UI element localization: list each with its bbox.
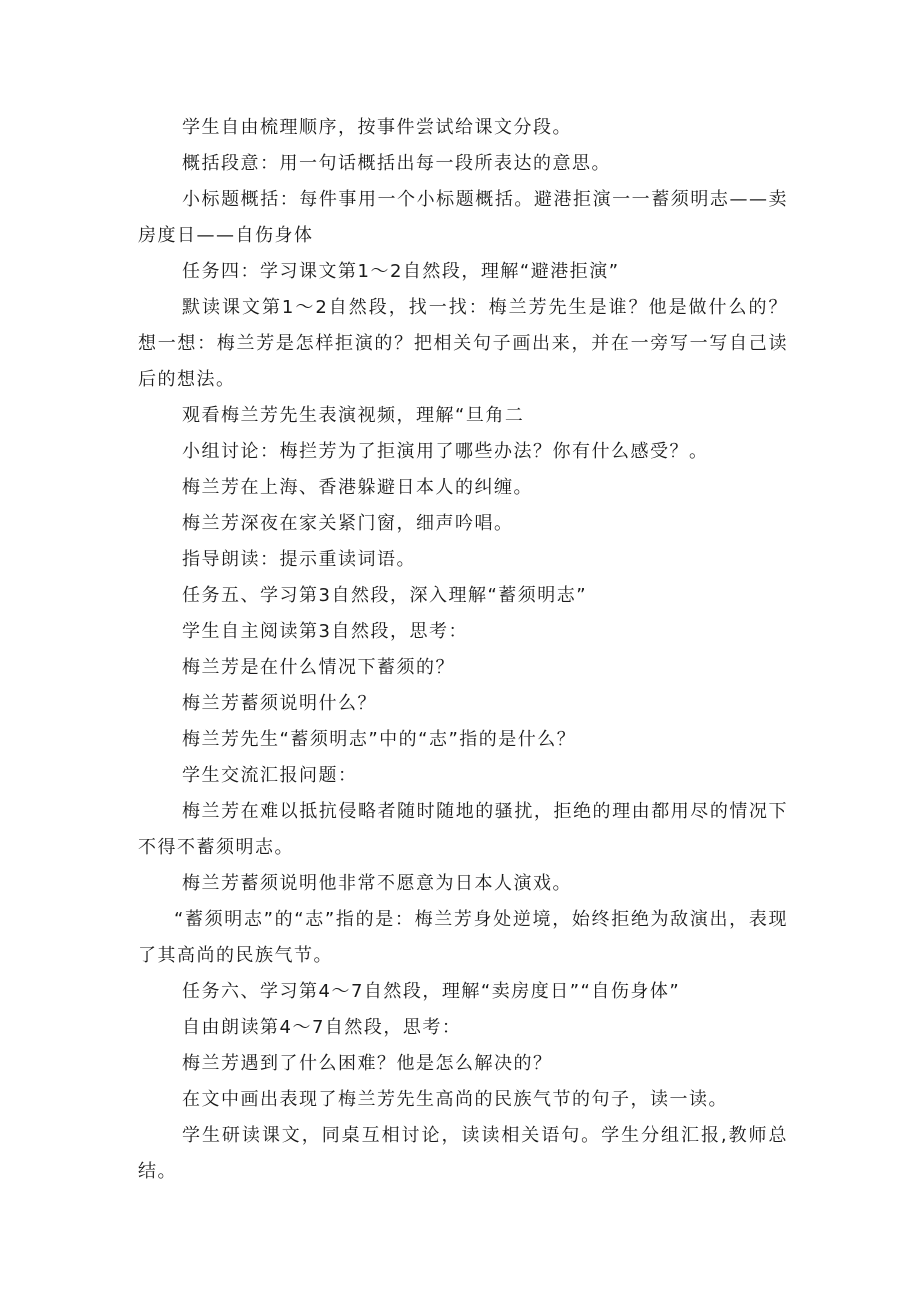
question: 梅兰芳是在什么情况下蓄须的？ (182, 657, 455, 678)
paragraph: 小标题概括：每件事用一个小标题概括。避港拒演一一蓄须明志——卖房度日——自伤身体 (138, 189, 788, 246)
answer: 梅兰芳蓄须说明他非常不愿意为日本人演戏。 (182, 873, 572, 894)
section-heading: 任务四：学习课文第1〜2自然段，理解“避港拒演” (182, 261, 620, 282)
paragraph: 默读课文第1〜2自然段，找一找：梅兰芳先生是谁？他是做什么的？想一想：梅兰芳是怎样拒演的？把相关句子画出来，并在一旁写一写自己读后的想法。 (138, 297, 788, 390)
paragraph: 梅兰芳在上海、香港躲避日本人的纠缠。 (182, 477, 533, 498)
paragraph: 指导朗读：提示重读词语。 (182, 549, 416, 570)
paragraph: 学生研读课文，同桌互相讨论，读读相关语句。学生分组汇报,教师总结。 (138, 1125, 788, 1182)
question: 梅兰芳遇到了什么困难？他是怎么解决的？ (182, 1053, 553, 1074)
answer: “蓄须明志”的“志”指的是：梅兰芳身处逆境，始终拒绝为敌演出，表现了其高尚的民族气节。 (138, 909, 788, 966)
answer: 梅兰芳在难以抵抗侵略者随时随地的骚扰，拒绝的理由都用尽的情况下不得不蓄须明志。 (138, 801, 788, 858)
section-heading: 任务六、学习第4〜7自然段，理解“卖房度日”“自伤身体” (182, 981, 681, 1002)
paragraph: 学生自由梳理顺序，按事件尝试给课文分段。 (182, 117, 572, 138)
paragraph: 观看梅兰芳先生表演视频，理解“旦角二 (182, 405, 525, 426)
section-heading: 任务五、学习第3自然段，深入理解“蓄须明志” (182, 585, 588, 606)
paragraph: 学生自主阅读第3自然段，思考： (182, 621, 468, 642)
paragraph: 梅兰芳深夜在家关紧门窗，细声吟唱。 (182, 513, 514, 534)
paragraph: 小组讨论：梅拦芳为了拒演用了哪些办法？你有什么感受？。 (182, 441, 709, 462)
paragraph: 自由朗读第4〜7自然段，思考： (182, 1017, 462, 1038)
paragraph: 概括段意：用一句话概括出每一段所表达的意思。 (182, 153, 611, 174)
paragraph: 在文中画出表现了梅兰芳先生高尚的民族气节的句子，读一读。 (182, 1089, 728, 1110)
paragraph: 学生交流汇报问题： (182, 765, 358, 786)
document-body (138, 110, 788, 1190)
question: 梅兰芳蓄须说明什么？ (182, 693, 377, 714)
question: 梅兰芳先生“蓄须明志”中的“志”指的是什么？ (182, 729, 577, 750)
